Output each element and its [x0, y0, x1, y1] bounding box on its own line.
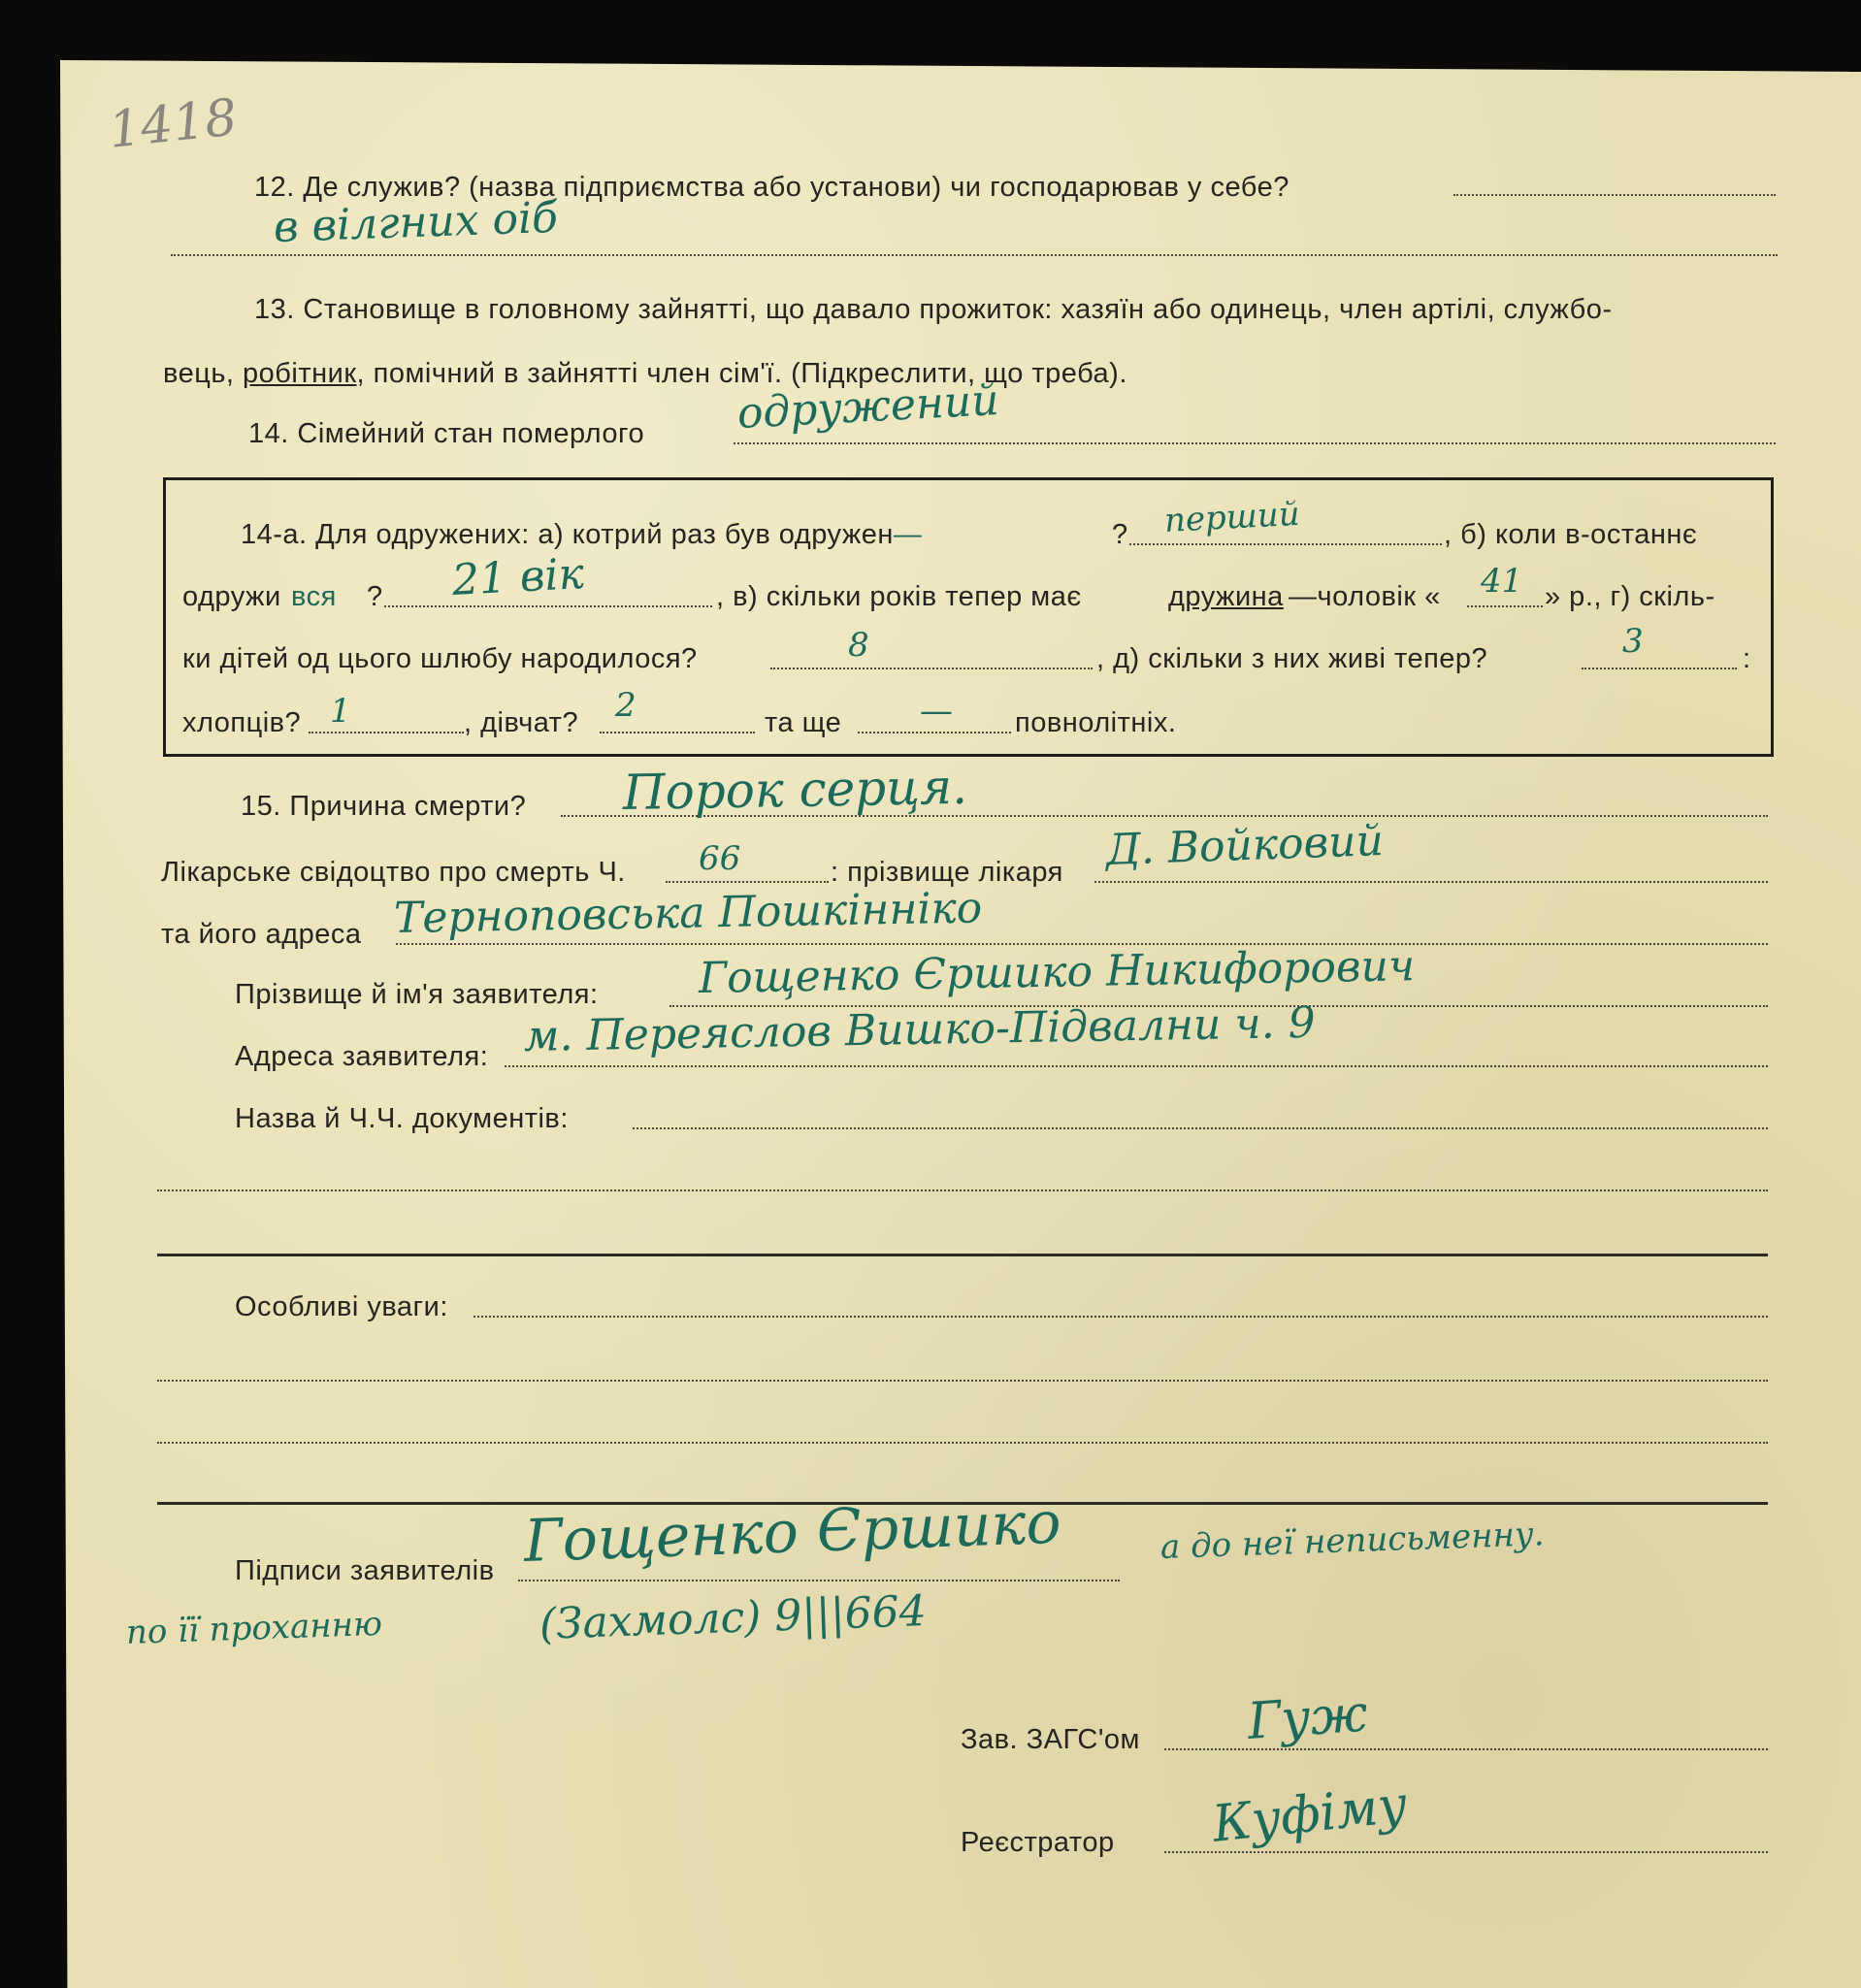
q14a-l2-b: , в) скільки років тепер має	[716, 581, 1082, 612]
signature-proxy-note: по її проханню	[125, 1604, 383, 1652]
applicant-docs-line2	[157, 1190, 1768, 1191]
q12-answer: в вілгних оіб	[273, 192, 559, 252]
q14a-l3-c: :	[1743, 643, 1751, 674]
q14a-l1-question: ?	[1112, 519, 1128, 550]
q12-label: 12. Де служив? (назва підприємства або установи) чи господарював у себе?	[254, 172, 1290, 203]
notes-dots-1	[473, 1316, 1768, 1318]
q14a-l3-children: 8	[848, 626, 869, 665]
q12-line2	[171, 254, 1778, 256]
q14a-l4-boys: 1	[330, 692, 351, 731]
q14-dots	[734, 442, 1776, 444]
q14a-l4-girls-dots	[600, 732, 755, 733]
q13-underlined-worker: робітник	[243, 358, 357, 389]
q15-answer: Порок серця.	[622, 758, 968, 821]
q14-label: 14. Сімейний стан померлого	[248, 418, 645, 449]
head-zags-label: Зав. ЗАГС'ом	[961, 1724, 1140, 1755]
q14a-l2-c: —чоловік «	[1289, 581, 1441, 612]
q14a-l2-age-dots	[1467, 605, 1543, 607]
applicant-address-dots	[505, 1065, 1768, 1067]
q14a-l3-alive-dots	[1582, 668, 1737, 669]
signature-applicant-note: а до неї неписьменну.	[1159, 1515, 1546, 1567]
medical-cert-dots	[666, 881, 829, 883]
q14a-l2-d: » р., г) скіль-	[1545, 581, 1715, 612]
head-zags-signature: Гуж	[1245, 1684, 1370, 1751]
q14a-l4-girls: 2	[615, 686, 637, 725]
q14a-l2-wife: дружина	[1168, 581, 1284, 612]
signature-applicant: Гощенко Єршико	[522, 1488, 1062, 1576]
medical-doctor: Д. Войковий	[1105, 816, 1385, 875]
medical-cert-no: 66	[699, 839, 741, 878]
q14a-l1-answer: перший	[1162, 494, 1301, 540]
notes-dots-2	[157, 1380, 1768, 1382]
q14a-l3-alive: 3	[1622, 622, 1644, 661]
notes-dots-3	[157, 1442, 1768, 1444]
q13-line2-suffix: , помічний в зайнятті член сім'ї. (Підкреслити, що треба).	[356, 358, 1127, 389]
medical-cert-label: Лікарське свідоцтво про смерть Ч.	[161, 857, 626, 888]
registrar-label: Реєстратор	[961, 1827, 1115, 1858]
section-divider-1	[157, 1254, 1768, 1256]
signatures-dots	[518, 1580, 1120, 1581]
q14a-l1-text: 14-а. Для одружених: а) котрий раз був одружен	[241, 519, 894, 550]
q12-dots	[1453, 194, 1776, 196]
medical-address-label: та його адреса	[161, 919, 362, 950]
q14a-l4-adults: повнолітніх.	[1015, 707, 1177, 738]
q13-line1: 13. Становище в головному зайнятті, що давало прожиток: хазяїн або одинець, член артілі, службо-	[254, 294, 1613, 325]
applicant-address-label: Адреса заявителя:	[235, 1041, 489, 1072]
registrar-signature: Куфіму	[1209, 1776, 1411, 1854]
notes-label: Особливі уваги:	[235, 1291, 448, 1322]
archive-pencil-note: 1418	[106, 88, 241, 160]
q14a-l2-age: 41	[1481, 562, 1523, 601]
applicant-name: Гощенко Єршико Никифорович	[698, 941, 1416, 1003]
signatures-label: Підписи заявителів	[235, 1555, 495, 1586]
q14a-l4-more: —	[920, 692, 953, 731]
applicant-docs-dots	[633, 1127, 1768, 1129]
q14a-l3-a: ки дітей од цього шлюбу народилося?	[182, 643, 698, 674]
q14a-l2-answer: 21 вік	[450, 548, 586, 605]
signature-proxy: (Захмолс) 9|||664	[539, 1586, 928, 1649]
registrar-dots	[1164, 1851, 1768, 1853]
medical-address: Терноповська Пошкінніко	[393, 883, 983, 943]
q14a-line1	[241, 518, 922, 551]
q14a-l1-mark: —	[893, 519, 923, 550]
q14a-l2-a: одружи	[182, 581, 281, 612]
q14a-l3-dots	[770, 668, 1093, 669]
q14a-l2-mark: вся	[291, 581, 337, 612]
medical-doctor-label: : прізвище лікаря	[831, 857, 1063, 888]
applicant-address: м. Переяслов Вишко-Підвални ч. 9	[523, 997, 1317, 1061]
q14a-l2-dots	[384, 605, 712, 607]
q14a-l4-boys-label: хлопців?	[182, 707, 302, 738]
q14a-l3-b: , д) скільки з них живі тепер?	[1096, 643, 1488, 674]
q15-label: 15. Причина смерти?	[241, 791, 527, 822]
q14a-l2-question: ?	[367, 581, 383, 612]
medical-address-dots	[396, 943, 1768, 945]
q14a-l1-b: , б) коли в-останнє	[1444, 519, 1698, 550]
q14-answer: одружений	[735, 375, 1000, 439]
applicant-name-label: Прізвище й ім'я заявителя:	[235, 979, 599, 1010]
applicant-docs-label: Назва й Ч.Ч. документів:	[235, 1103, 569, 1134]
q13-line2-prefix: вець,	[163, 358, 244, 389]
q14a-l4-more-label: та ще	[765, 707, 842, 738]
medical-doctor-dots	[1094, 881, 1768, 883]
q14a-l4-girls-label: , дівчат?	[464, 707, 579, 738]
